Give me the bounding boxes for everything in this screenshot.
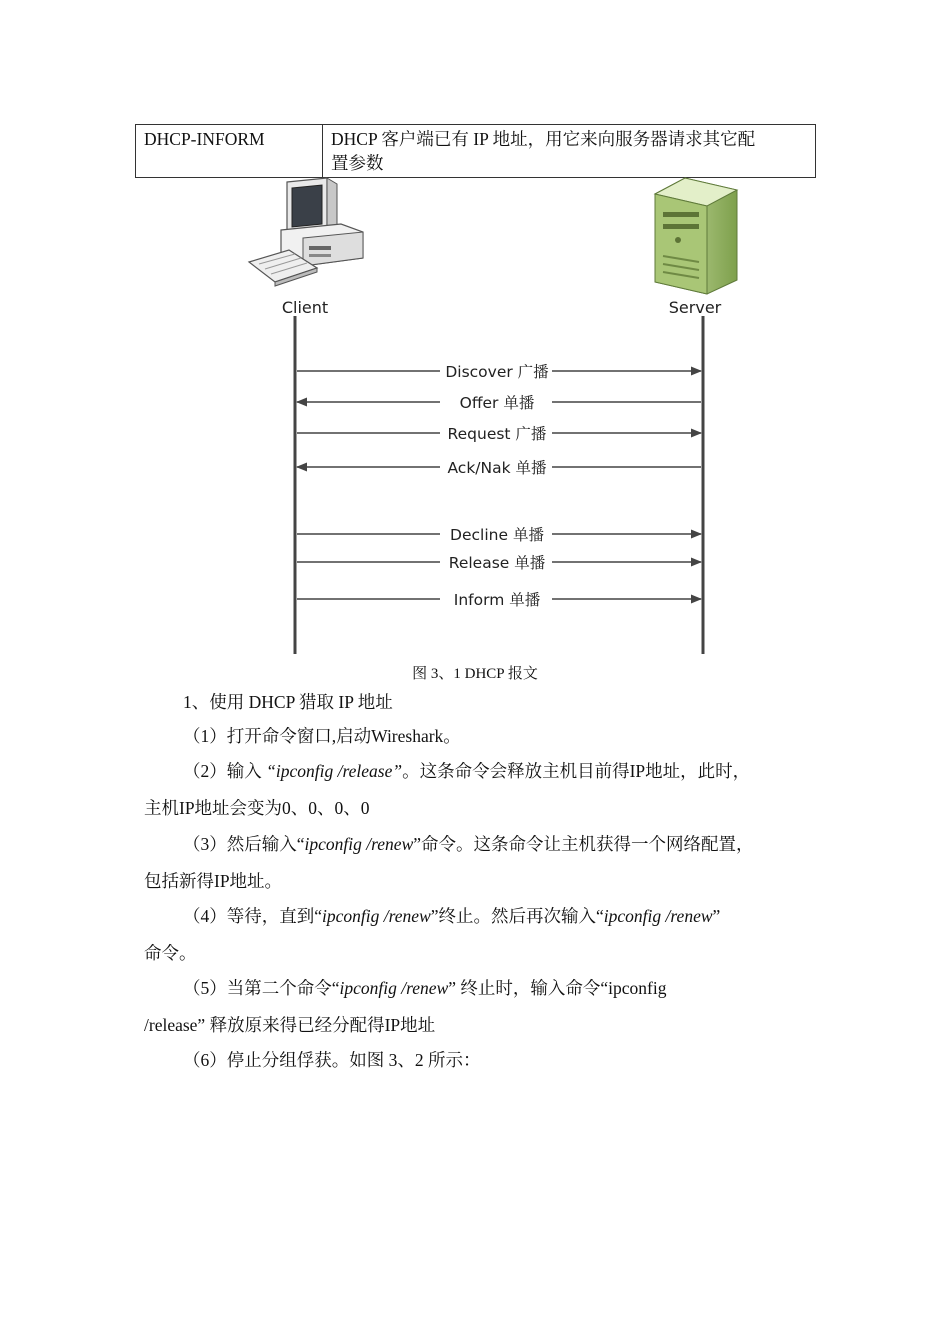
dhcp-sequence-diagram — [245, 176, 745, 658]
step-4-middle: ”终止。然后再次输入“ — [430, 906, 604, 926]
dhcp-message-table — [135, 124, 816, 178]
message-label: Ack/Nak 单播 — [447, 459, 547, 477]
section-heading: 1、使用 DHCP 猎取 IP 地址 — [183, 692, 393, 712]
message-arrow — [297, 390, 701, 412]
step-4-command-2: ipconfig /renew — [603, 906, 713, 926]
table-row — [136, 125, 816, 178]
step-1: （1）打开命令窗口,启动Wireshark。 — [183, 726, 461, 746]
step-5-command: ipconfig /renew — [339, 978, 449, 998]
figure-caption: 图 3、1 DHCP 报文 — [412, 666, 538, 682]
step-3-prefix: （3）然后输入“ — [183, 834, 305, 854]
step-2-suffix: 。这条命令会释放主机目前得IP地址，此时， — [402, 761, 751, 781]
step-5-line-1 — [183, 970, 666, 1007]
message-arrow — [297, 522, 701, 544]
message-name-cell: DHCP-INFORM — [136, 125, 323, 178]
message-desc-cell — [323, 125, 816, 178]
message-label: Inform 单播 — [453, 591, 541, 609]
message-label: Request 广播 — [447, 425, 547, 443]
step-4-line-2: 命令。 — [144, 943, 197, 963]
step-4-command: ipconfig /renew — [322, 906, 431, 926]
step-3-line-1 — [183, 826, 754, 863]
step-6: （6）停止分组俘获。如图 3、2 所示： — [183, 1050, 481, 1070]
message-label: Discover 广播 — [445, 363, 549, 381]
step-4-line-1 — [183, 898, 720, 935]
step-5-suffix: ” 终止时，输入命令“ipconfig — [448, 978, 667, 998]
step-4-prefix: （4）等待，直到“ — [183, 906, 323, 926]
message-desc-line2: 置参数 — [331, 153, 384, 173]
step-2-line-1 — [183, 753, 750, 790]
message-arrow — [297, 359, 701, 381]
client-computer-icon — [249, 178, 363, 286]
message-label: Release 单播 — [448, 554, 546, 572]
step-3-suffix: ”命令。这条命令让主机获得一个网络配置， — [413, 834, 754, 854]
step-2-line-2: 主机IP地址会变为0、0、0、0 — [144, 798, 370, 818]
message-arrow — [297, 455, 701, 477]
message-desc-line1: DHCP 客户端已有 IP 地址，用它来向服务器请求其它配 — [331, 129, 756, 149]
step-5-prefix: （5）当第二个命令“ — [183, 978, 340, 998]
step-3-line-2: 包括新得IP地址。 — [144, 871, 283, 891]
client-label: Client — [281, 298, 329, 317]
step-2-command: “ipconfig /release” — [266, 761, 403, 781]
message-arrow — [297, 587, 701, 609]
step-2-prefix: （2）输入 — [183, 761, 267, 781]
message-label: Decline 单播 — [450, 526, 544, 544]
step-5-line-2: /release” 释放原来得已经分配得IP地址 — [144, 1015, 436, 1035]
message-label: Offer 单播 — [459, 394, 535, 412]
step-3-command: ipconfig /renew — [304, 834, 414, 854]
message-arrow — [297, 550, 701, 572]
server-icon — [655, 178, 737, 294]
server-label: Server — [668, 298, 722, 317]
message-arrow — [297, 421, 701, 443]
message-arrows — [297, 359, 701, 609]
step-4-suffix: ” — [712, 906, 721, 926]
